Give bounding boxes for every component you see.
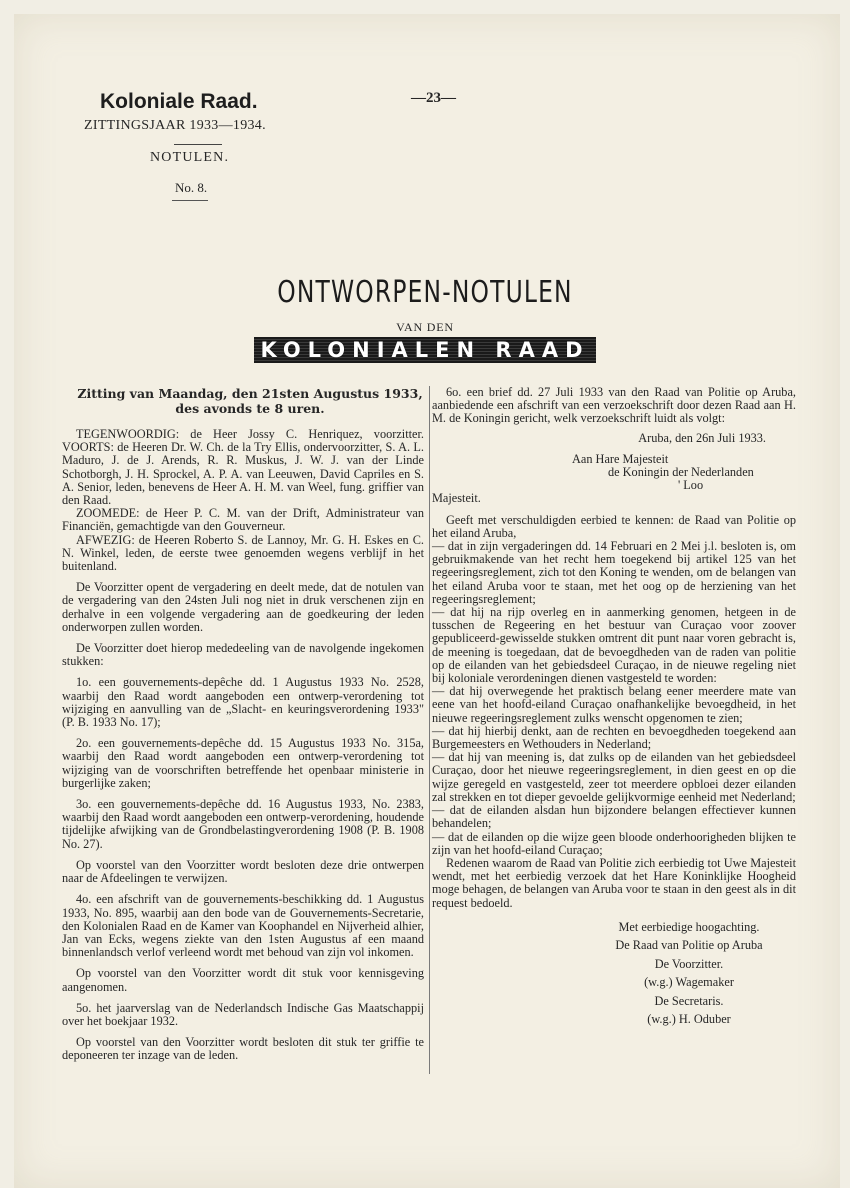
paragraph: Op voorstel van den Voorzitter wordt besloten dit stuk ter griffie te deponeeren ter inzage van de leden. [62,1035,424,1063]
paragraph: 6o. een brief dd. 27 Juli 1933 van den Raad van Politie op Aruba, aanbiedende een afschrift van een verzoekschrift door dezen Raad aan H. M. de Koningin gericht, welk verzoekschrift luidt als volgt: [432,385,796,426]
session-year: ZITTINGSJAAR 1933—1934. [84,118,266,133]
paragraph: 4o. een afschrift van de gouvernements-beschikking dd. 1 Augustus 1933, No. 895, waarbij aan den bode van de Gouvernements-Secretarie, den Kolonialen Raad en de Kamer van Koophandel en Nijverheid alhier, Jan van Ecks, wegens ziekte van den 1sten Augustus af een maand binnenlandsch verlof verleend wordt met behoud van zijn vol inkomen. [62,892,424,960]
right-column [432,386,796,1029]
paragraph: 5o. het jaarverslag van de Nederlandsch Indische Gas Maatschappij over het boekjaar 1932. [62,1000,424,1028]
issue-number: No. 8. [175,180,208,195]
salutation: Majesteit. [432,491,481,506]
paragraph: 2o. een gouvernements-depêche dd. 15 Augustus 1933 No. 315a, waarbij den Raad wordt aangeboden een ontwerp-verordening tot wijziging van de voorschriften betreffende het openbaar ministerie in burgerlijke zaken; [62,736,424,790]
address-line: Aan Hare Majesteit [572,451,669,466]
paragraph: — dat in zijn vergaderingen dd. 14 Februari en 2 Mei j.l. besloten is, om gebruikmakende van het recht hem toegekend bij artikel 125 van het regeeringsreglement, zich tot den Koning te wenden, om de belangen van het eiland Aruba voor te staan, met het oog op de herziening van het regeeringsreglement; [432,539,796,606]
signature-line: (w.g.) H. Oduber [647,1012,731,1027]
paragraph: — dat hij van meening is, dat zulks op de eilanden van het gebiedsdeel Curaçao, door het nieuwe regeeringsreglement, in dien geest en op die wijze geregeld en vastgesteld, zeer tot meerdere opbloei dezer eilanden zal strekken en tot dieper gevoelde gelijkvormige eenheid met Nederland; [432,750,796,804]
signature-line: De Secretaris. [654,993,724,1008]
paragraph: AFWEZIG: de Heeren Roberto S. de Lannoy, Mr. G. H. Eskes en C. N. Winkel, leden, de eerste twee genoemden wegens verblijf in het buitenland. [62,532,424,574]
paragraph: — dat hij overwegende het praktisch belang eener meerdere mate van eene van het hoofd-eiland Curaçao onafhankelijke bevoegdheid, in het nieuwe regeeringsreglement zulks wenscht opgenomen te zien; [432,684,796,725]
main-title: ONTWORPEN-NOTULEN [277,275,573,310]
paragraph: 1o. een gouvernements-depêche dd. 1 Augustus 1933 No. 2528, waarbij den Raad wordt aangeboden een ontwerp-verordening tot wijziging en aanvulling van de „Slacht- en keuringsverordening 1933" (P. B. 1933 No. 17); [62,675,424,730]
header-rule [174,144,222,145]
signature-line: De Raad van Politie op Aruba [615,938,763,953]
column-divider [429,386,430,1074]
paragraph: TEGENWOORDIG: de Heer Jossy C. Henriquez, voorzitter. VOORTS: de Heeren Dr. W. Ch. de la Try Ellis, ondervoorzitter, S. A. L. Maduro, J. de J. Arends, R. R. Muskus, J. W. J. van der Linde Schotborgh, J. H. Sprockel, A. P. A. van Leeuwen, David Capriles en S. A. Senior, leden, benevens de Heer A. H. M. van Weel, fung. griffier van den Raad. [62,427,424,508]
session-heading: Zitting van Maandag, den 21sten Augustus 1933, des avonds te 8 uren. [77,386,423,416]
notulen-label: NOTULEN. [150,150,230,165]
paragraph: — dat hij hierbij denkt, aan de rechten en bevoegdheden toegekend aan Burgemeesters en Wethouders in Nederland; [432,723,796,752]
council-banner-text: KOLONIALEN RAAD [254,337,595,363]
paragraph: — dat hij na rijp overleg en in aanmerking genomen, hetgeen in de tusschen de Regeering en het bestuur van Curaçao voor zoover gepubliceerd-gewisselde stukken omtrent dit punt naar voren gebracht is, de meening is toegedaan, dat de bevoegdheden van de raden van politie op de eilanden van het gebiedsdeel Curaçao, in de nieuwe regeling niet bij koloniale verordeningen dienen vastgesteld te worden: [432,605,796,686]
paragraph: Op voorstel van den Voorzitter wordt dit stuk voor kennisgeving aangenomen. [62,966,424,994]
address-line: de Koningin der Nederlanden [608,465,754,480]
paragraph: Geeft met verschuldigden eerbied te kennen: de Raad van Politie op het eiland Aruba, [432,512,796,540]
paragraph: ZOOMEDE: de Heer P. C. M. van der Drift, Administrateur van Financiën, gemachtigde van den Gouverneur. [62,506,424,534]
paragraph: 3o. een gouvernements-depêche dd. 16 Augustus 1933, No. 2383, waarbij den Raad wordt aangeboden een ontwerp-verordening, houdende tijdelijke afwijking van de Grondbelastingverordening 1908 (P. B. 1908 No. 27). [62,797,424,851]
page-number: —23— [411,90,456,106]
paragraph: De Voorzitter opent de vergadering en deelt mede, dat de notulen van de vergadering van den 24sten Juli nog niet in druk verschenen zijn en derhalve in een volgende vergadering aan de goedkeuring der leden onderworpen zullen worden. [62,580,424,634]
van-den-label: VAN DEN [396,320,454,334]
paragraph: Redenen waarom de Raad van Politie zich eerbiedig tot Uwe Majesteit wendt, met het eerbiedig verzoek dat het Hare Koninklijke Hoogheid moge behagen, de belangen van Aruba voor te staan in den geest als in dit request bedoeld. [432,855,796,910]
council-banner [0,338,850,362]
paragraph: — dat de eilanden alsdan hun bijzondere belangen effectiever kunnen behandelen; [432,803,796,831]
signature-line: De Voorzitter. [654,956,724,971]
paragraph: — dat de eilanden op die wijze geen bloode onderhoorigheden blijken te zijn van het hoofd-eiland Curaçao; [432,829,796,857]
left-column [62,386,424,1063]
council-title: Koloniale Raad. [100,90,258,113]
paragraph: De Voorzitter doet hierop mededeeling van de navolgende ingekomen stukken: [62,641,424,669]
address-line: ' Loo [678,478,704,493]
signature-line: Met eerbiedige hoogachting. [618,919,760,934]
letter-date: Aruba, den 26n Juli 1933. [638,430,766,445]
signature-line: (w.g.) Wagemaker [644,975,734,990]
header-rule [172,200,208,201]
paragraph: Op voorstel van den Voorzitter wordt besloten deze drie ontwerpen naar de Afdeelingen te verwijzen. [62,857,424,886]
